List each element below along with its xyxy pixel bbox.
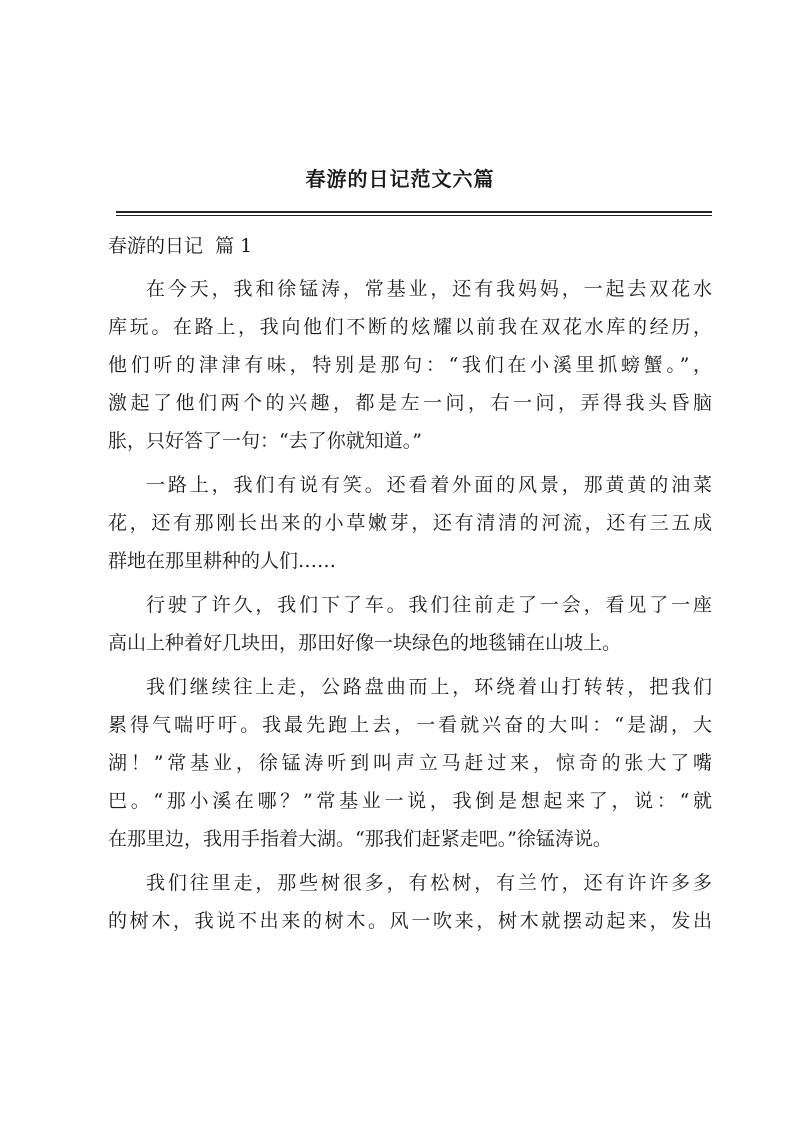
paragraph-line: 库玩。在路上，我向他们不断的炫耀以前我在双花水库的经历， [108,316,712,338]
paragraph-line: 激起了他们两个的兴趣，都是左一问，右一问，弄得我头昏脑 [108,392,712,414]
paragraph [108,270,712,460]
paragraph-line: 的树木，我说不出来的树木。风一吹来，树木就摆动起来，发出 [108,910,712,932]
paragraph-line: 累得气喘吁吁。我最先跑上去，一看就兴奋的大叫：“是湖，大 [108,714,712,736]
paragraph-line: 花，还有那刚长出来的小草嫩芽，还有清清的河流，还有三五成 [108,512,712,534]
paragraph [108,668,712,858]
body-text [108,270,712,940]
paragraph [108,586,712,662]
paragraph-line: 行驶了许久，我们下了车。我们往前走了一会，看见了一座 [146,594,712,616]
paragraph-line: 他们听的津津有味，特别是那句：“我们在小溪里抓螃蟹。”， [108,354,712,376]
paragraph [108,864,712,940]
section-heading: 春游的日记 篇 1 [108,235,253,257]
paragraph [108,466,712,580]
title-rule-thin [116,215,712,216]
paragraph-line: 巴。“那小溪在哪？”常基业一说，我倒是想起来了，说：“就 [108,790,712,812]
paragraph-line: 胀，只好答了一句：“去了你就知道。” [108,430,422,452]
paragraph-line: 一路上，我们有说有笑。还看着外面的风景，那黄黄的油菜 [146,474,712,496]
paragraph-line: 在今天，我和徐锰涛，常基业，还有我妈妈，一起去双花水 [146,278,712,300]
paragraph-line: 我们往里走，那些树很多，有松树，有兰竹，还有许许多多 [146,872,712,894]
document-title: 春游的日记范文六篇 [305,167,495,191]
paragraph-line: 高山上种着好几块田，那田好像一块绿色的地毯铺在山坡上。 [108,632,622,654]
title-rule-thick [116,211,712,213]
paragraph-line: 湖！”常基业，徐锰涛听到叫声立马赶过来，惊奇的张大了嘴 [108,752,712,774]
paragraph-line: 在那里边，我用手指着大湖。“那我们赶紧走吧。”徐锰涛说。 [108,828,612,850]
paragraph-line: 群地在那里耕种的人们…… [108,550,337,572]
paragraph-line: 我们继续往上走，公路盘曲而上，环绕着山打转转，把我们 [146,676,712,698]
